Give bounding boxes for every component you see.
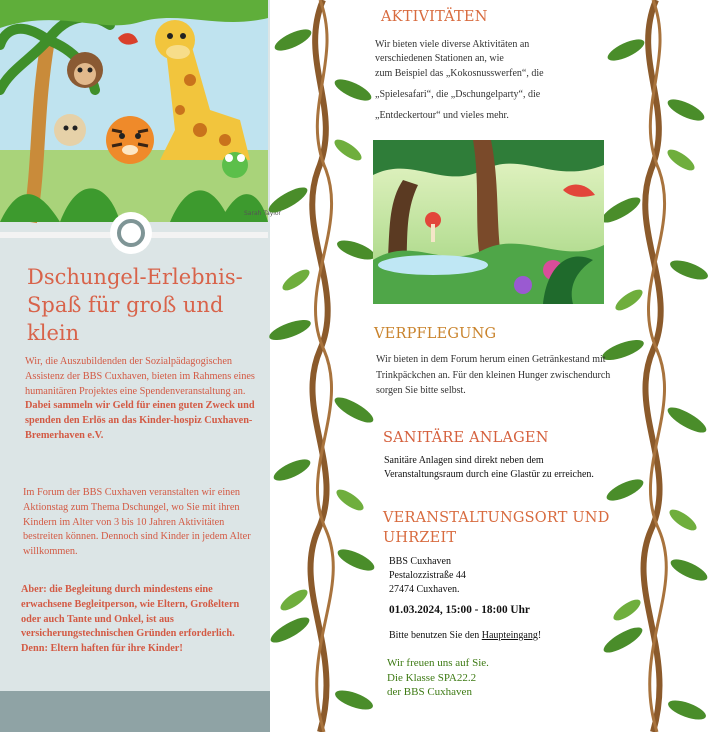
aktivitaeten-line: Wir bieten viele diverse Aktivitäten an — [375, 39, 530, 50]
aktivitaeten-text — [375, 38, 605, 124]
aktivitaeten-line: „Spielesafari“, die „Dschungelparty“, die — [375, 89, 541, 100]
greeting-line: Wir freuen uns auf Sie. — [387, 657, 489, 669]
ring-icon — [117, 219, 145, 247]
artist-signature: Sarah Taylor — [244, 210, 282, 217]
left-footer-bar — [0, 691, 270, 732]
brochure-title: Dschungel-Erlebnis-Spaß für groß und klein — [27, 265, 243, 345]
address-line: BBS Cuxhaven — [389, 556, 451, 567]
address-line: Pestalozzistraße 44 — [389, 569, 466, 581]
sanitaer-text: Sanitäre Anlagen sind direkt neben dem Veranstaltungsraum durch eine Glastür zu erreichen. — [384, 455, 594, 480]
address-line: 27474 Cuxhaven. — [389, 583, 460, 595]
address-block — [389, 555, 466, 596]
jungle-scene-illustration — [373, 140, 604, 304]
main-entrance-label: Haupteingang — [481, 630, 538, 641]
greeting-line: Die Klasse SPA22.2 — [387, 671, 477, 684]
jungle-animals-illustration — [0, 0, 282, 222]
heading-sanitaere-anlagen: SANITÄRE ANLAGEN — [383, 430, 549, 446]
heading-veranstaltungsort: VERANSTALTUNGSORT UND UHRZEIT — [383, 510, 610, 546]
greeting — [387, 656, 607, 700]
aktivitaeten-line: verschiedenen Stationen an, wie — [375, 53, 504, 64]
intro-paragraph: Wir, die Auszubildenden der Sozialpädagogischen Assistenz der BBS Cuxhaven, bieten im Rahmens eines humanitären Projektes eine Spendenveranstaltung an. Dabei sammeln wir Geld für einen guten Zweck und spenden den Erlös an das Kinder-hospiz Cuxhaven-Bremerhaven e.V. — [25, 356, 255, 441]
entrance-hint: Bitte benutzen Sie den Haupteingang! — [389, 630, 542, 641]
forum-paragraph: Im Forum der BBS Cuxhaven veranstalten wir einen Aktionstag zum Thema Dschungel, wo Sie mit ihren Kindern im Alter von 3 bis 10 Jahren Aktivitäten bestreiten können. Dennoch sind Kinder in jedem Alter willkommen. — [23, 487, 251, 558]
vine-decoration-right — [601, 0, 711, 732]
greeting-line: der BBS Cuxhaven — [387, 686, 472, 698]
aktivitaeten-line: zum Beispiel das „Kokosnusswerfen“, die — [375, 68, 544, 79]
event-date: 01.03.2024, 15:00 - 18:00 Uhr — [389, 604, 530, 616]
verpflegung-text: Wir bieten in dem Forum herum einen Getränkestand mit Trinkpäckchen an. Für den kleinen Hunger zwischendurch sorgen Sie bitte selbst. — [376, 354, 611, 396]
supervision-paragraph: Aber: die Begleitung durch mindestens eine erwachsene Begleitperson, wie Eltern, Großeltern oder auch Tante und Onkel, ist aus versicherungstechnischen Gründen erforderlich. Denn: Eltern haften für ihre Kinder! — [21, 584, 240, 655]
heading-verpflegung: VERPFLEGUNG — [374, 326, 497, 342]
heading-aktivitaeten: AKTIVITÄTEN — [381, 9, 488, 25]
aktivitaeten-line: „Entdeckertour“ und vieles mehr. — [375, 110, 509, 121]
vine-decoration-left — [268, 0, 378, 732]
